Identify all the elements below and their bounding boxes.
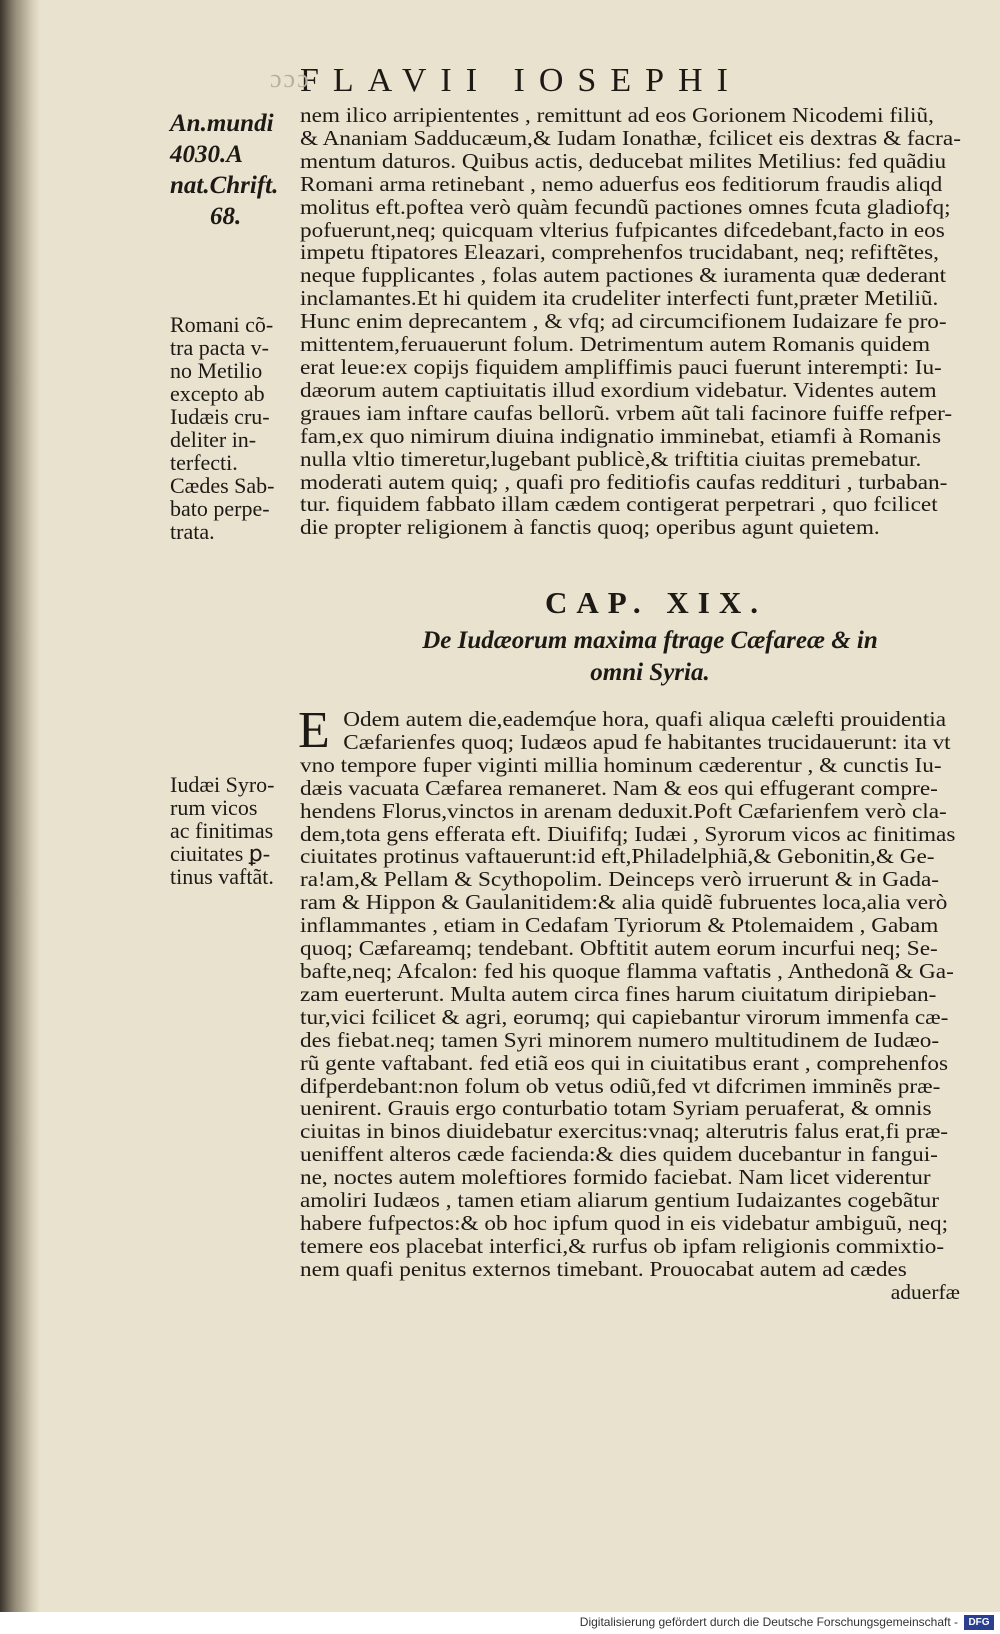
margin-note-line: trata. (170, 519, 215, 544)
margin-note-line: ciuitates ꝑ- (170, 841, 271, 866)
text-line: tur. fiquidem fabbato illam cædem contigerat perpetrari , quo fcilicet (300, 492, 938, 517)
text-line: hendens Florus,vinctos in arenam deduxit.Poft Cæfarienfem verò cla- (300, 798, 947, 823)
margin-year-note (170, 108, 278, 232)
text-line: Hunc enim deprecantem , & vfq; ad circumcifionem Iudaizare fe pro- (300, 309, 947, 334)
text-line: ueniffent alteros cæde facienda:& dies quidem ducebantur in fangui- (300, 1142, 938, 1167)
text-line: mittentem,feruauerunt folum. Detrimentum autem Romanis quidem (300, 332, 931, 357)
chapter-subtitle-line: omni Syria. (590, 659, 710, 686)
chapter-heading: CAP. XIX. (545, 585, 767, 620)
margin-note-line: no Metilio (170, 358, 263, 383)
text-line: impetu ftipatores Eleazari, comprehenfos trucidabant, neq; refiftẽtes, (300, 240, 939, 265)
text-line: quoq; Cæfareamq; tendebant. Obftitit autem eorum incurfui neq; Se- (300, 936, 938, 961)
body-text-part-1 (300, 104, 980, 539)
margin-note-line: tra pacta v- (170, 335, 269, 360)
text-line: moderati autem quiq; , quafi pro feditiofis caufas reddituri , turbaban- (300, 469, 948, 494)
text-line: habere fufpectos:& ob hoc ipfum quod in eis videbatur ambiguũ, neq; (300, 1210, 949, 1235)
text-line: ra!am,& Pellam & Scythopolim. Deinceps verò irruerunt & in Gada- (300, 867, 940, 892)
body-text-part-2 (298, 702, 980, 1304)
text-line: difperdebant:non folum ob vetus odiũ,fed vt difcrimen imminẽs præ- (300, 1073, 941, 1098)
footer-credit: Digitalisierung gefördert durch die Deutsche Forschungsgemeinschaft - (579, 1615, 958, 1629)
text-line: inclamantes.Et hi quidem ita crudeliter interfecti funt,præter Metiliũ. (300, 286, 939, 311)
margin-note-romani (170, 313, 275, 543)
text-line: Romani arma retinebant , nemo aduerfus eos feditiorum fraudis aliqd (300, 171, 943, 196)
text-line: mentum daturos. Quibus actis, deducebat milites Metilius: fed quãdiu (300, 148, 947, 173)
margin-note-line: deliter in- (170, 427, 257, 452)
margin-note-line: tinus vaftãt. (170, 864, 274, 889)
text-line: vno tempore fuper viginti millia hominum cæderentur , & cunctis Iu- (300, 752, 942, 777)
text-line: bafte,neq; Afcalon: fed his quoque flamma vaftatis , Anthedonã & Ga- (300, 958, 954, 983)
text-line: nem ilico arripiententes , remittunt ad eos Gorionem Nicodemi filiũ, (300, 103, 934, 127)
text-line: erat leue:ex copijs fiquidem ampliffimis pauci fuerunt interempti: Iu- (300, 354, 942, 379)
text-line: fam,ex quo nimirum diuina indignatio imminebat, etiamfi à Romanis (300, 423, 942, 448)
margin-note-line: ac finitimas (170, 818, 274, 843)
text-line: ne, noctes autem moleftiores formido faciebat. Nam licet viderentur (300, 1165, 931, 1190)
text-line: die propter religionem à fanctis quoq; operibus agunt quietem. (300, 515, 880, 540)
margin-year-line: 4030.A (170, 141, 243, 168)
text-line: nulla vltio timeretur,lugebant publicè,& triftitia ciuitas premebatur. (300, 446, 922, 471)
margin-note-line: Iudæi Syro- (170, 772, 275, 797)
text-line: graues iam inftare caufas bellorũ. vrbem aũt tali facinore fuiffe refper- (300, 400, 953, 425)
text-line: temere eos placebat interfici,& rurfus ob ipfam religionis commixtio- (300, 1233, 945, 1258)
margin-note-line: Cædes Sab- (170, 473, 275, 498)
digitization-footer (0, 1612, 1000, 1634)
drop-cap: E (298, 702, 330, 759)
text-line: molitus eft.poftea verò quàm fecundũ pactiones omnes fcuta gladiofq; (300, 194, 951, 219)
margin-note-line: bato perpe- (170, 496, 270, 521)
text-line: ram & Hippon & Gaulanitidem:& alia quidẽ fubruentes loca,alia verò (300, 890, 948, 915)
text-line: Odem autem die,eademq́ue hora, quafi aliqua cælefti prouidentia (343, 707, 947, 731)
page-number: ɔɔɔ (270, 64, 311, 93)
margin-note-line: Iudæis cru- (170, 404, 270, 429)
margin-note-line: excepto ab (170, 381, 265, 406)
margin-year-line: 68. (210, 203, 242, 230)
text-line: ciuitates protinus vaftauerunt:id eft,Philadelphiã,& Gebonitin,& Ge- (300, 844, 935, 869)
text-line: zam euerterunt. Multa autem circa fines harum ciuitatum diripieban- (300, 981, 937, 1006)
chapter-subtitle (400, 625, 900, 689)
text-line: nem quafi penitus externos timebant. Prouocabat autem ad cædes (300, 1256, 907, 1281)
text-line: pofuerunt,neq; quicquam vlterius fufpicantes difcedebant,facto in eos (300, 217, 945, 242)
chapter-subtitle-line: De Iudæorum maxima ftrage Cæfareæ & in (422, 627, 878, 654)
margin-year-line: An.mundi (170, 110, 274, 137)
margin-note-line: terfecti. (170, 450, 238, 475)
text-line: ciuitas in binos diuidebatur exercitus:vnaq; alterutris falus erat,fi præ- (300, 1119, 949, 1144)
text-line: amoliri Iudæos , tamen etiam aliarum gentium Iudaizantes cogebãtur (300, 1188, 940, 1213)
margin-note-line: rum vicos (170, 795, 258, 820)
text-line: des fiebat.neq; tamen Syri minorem numero multitudinem de Iudæo- (300, 1027, 940, 1052)
text-line: Cæfarienfes quoq; Iudæos apud fe habitantes trucidauerunt: ita vt (343, 729, 951, 754)
text-line: tur,vici fcilicet & agri, eorumq; qui capiebantur virorum immenfa cæ- (300, 1004, 949, 1029)
running-title: FLAVII IOSEPHI (300, 62, 742, 99)
text-line: rũ gente vaftabant. fed etiã eos qui in ciuitatibus erant , comprehenfos (300, 1050, 948, 1075)
text-line: neque fupplicantes , folas autem pactiones & iuramenta quæ dederant (300, 263, 947, 288)
text-line: dem,tota gens efferata eft. Diuififq; Iudæi , Syrorum vicos ac finitimas (300, 821, 956, 846)
text-line: dæorum autem captiuitatis illud exordium videbatur. Videntes autem (300, 377, 937, 402)
margin-year-line: nat.Chrift. (170, 172, 279, 199)
margin-note-iudaei (170, 773, 275, 888)
dfg-logo: DFG (964, 1615, 994, 1630)
text-line: uenirent. Grauis ergo conturbatio totam Syriam peruaferat, & omnis (300, 1096, 932, 1121)
text-line: inflammantes , etiam in Cedafam Tyriorum & Ptolemaidem , Gabam (300, 913, 939, 938)
running-header (270, 62, 900, 100)
catchword: aduerfæ (890, 1279, 960, 1304)
text-line: & Ananiam Sadducæum,& Iudam Ionathæ, fcilicet eis dextras & facra- (300, 125, 961, 150)
margin-note-line: Romani cõ- (170, 312, 274, 337)
text-line: dæis vacuata Cæfarea remaneret. Nam & eos qui effugerant compre- (300, 775, 938, 800)
